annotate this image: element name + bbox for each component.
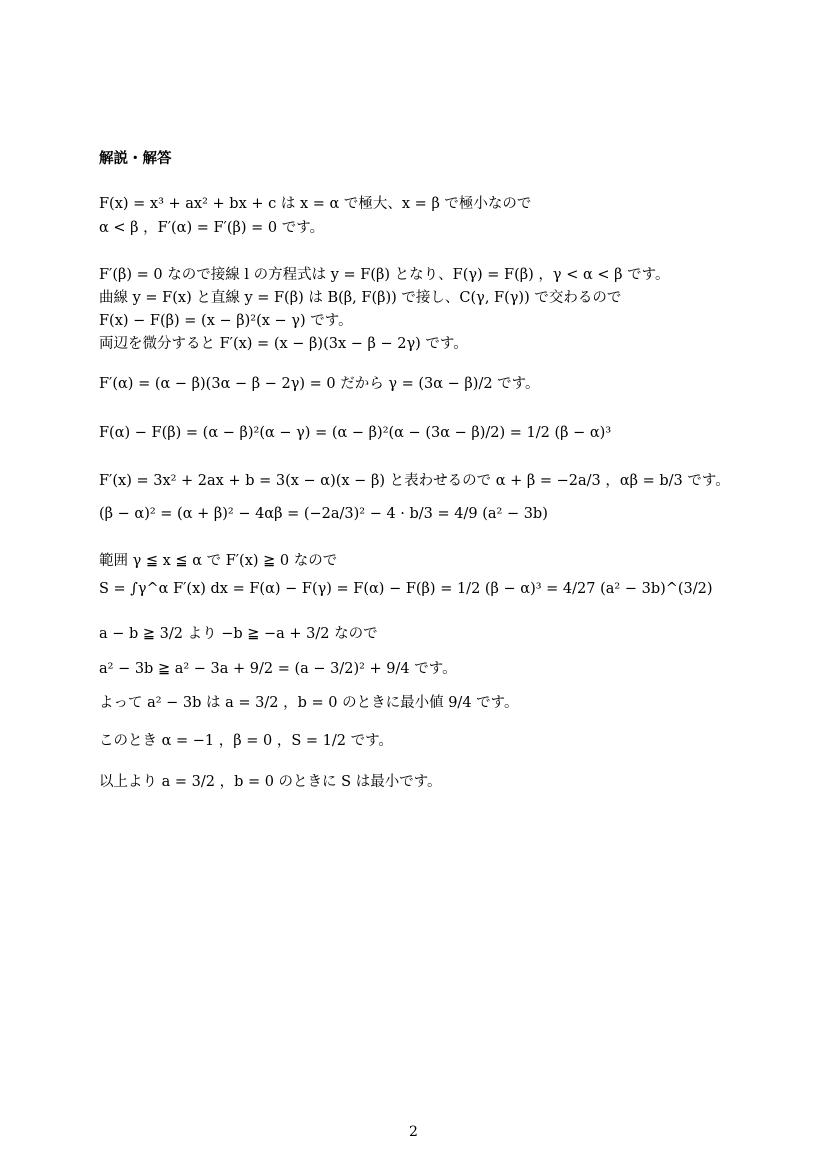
text-line: F′(α) = (α − β)(3α − β − 2γ) = 0 だから γ = (3α − β)/2 です。 (99, 376, 540, 392)
text-line: F(x) − F(β) = (x − β)²(x − γ) です。 (99, 313, 353, 329)
text-line: よって a² − 3b は a = 3/2 ，b = 0 のときに最小値 9/4 です。 (99, 695, 519, 711)
text-line: F′(x) = 3x² + 2ax + b = 3(x − α)(x − β) と表わせるので α + β = −2a/3 ，αβ = b/3 です。 (99, 473, 730, 489)
text-line: F(x) = x³ + ax² + bx + c は x = α で極大、x = β で極小なので (99, 196, 532, 212)
text-line: このとき α = −1 ，β = 0 ，S = 1/2 です。 (99, 733, 393, 749)
text-line: α < β ，F′(α) = F′(β) = 0 です。 (99, 220, 325, 236)
text-line: 両辺を微分すると F′(x) = (x − β)(3x − β − 2γ) です。 (99, 336, 468, 352)
text-line: a − b ≧ 3/2 より −b ≧ −a + 3/2 なので (99, 626, 378, 642)
text-line: a² − 3b ≧ a² − 3a + 9/2 = (a − 3/2)² + 9/4 です。 (99, 661, 457, 677)
text-line: F(α) − F(β) = (α − β)²(α − γ) = (α − β)²(α − (3α − β)/2) = 1/2 (β − α)³ (99, 425, 612, 441)
text-line: F′(β) = 0 なので接線 l の方程式は y = F(β) となり、F(γ) = F(β) ，γ < α < β です。 (99, 267, 670, 283)
text-line: 範囲 γ ≦ x ≦ α で F′(x) ≧ 0 なので (99, 553, 338, 569)
text-line: 以上より a = 3/2 ，b = 0 のときに S は最小です。 (99, 774, 442, 790)
text-line: (β − α)² = (α + β)² − 4αβ = (−2a/3)² − 4 · b/3 = 4/9 (a² − 3b) (99, 506, 548, 522)
page-number: 2 (409, 1124, 418, 1140)
text-line: S = ∫γ^α F′(x) dx = F(α) − F(γ) = F(α) − F(β) = 1/2 (β − α)³ = 4/27 (a² − 3b)^(3/2) (99, 581, 713, 597)
text-line: 曲線 y = F(x) と直線 y = F(β) は B(β, F(β)) で接し、C(γ, F(γ)) で交わるので (99, 290, 622, 306)
heading: 解説・解答 (99, 151, 172, 167)
